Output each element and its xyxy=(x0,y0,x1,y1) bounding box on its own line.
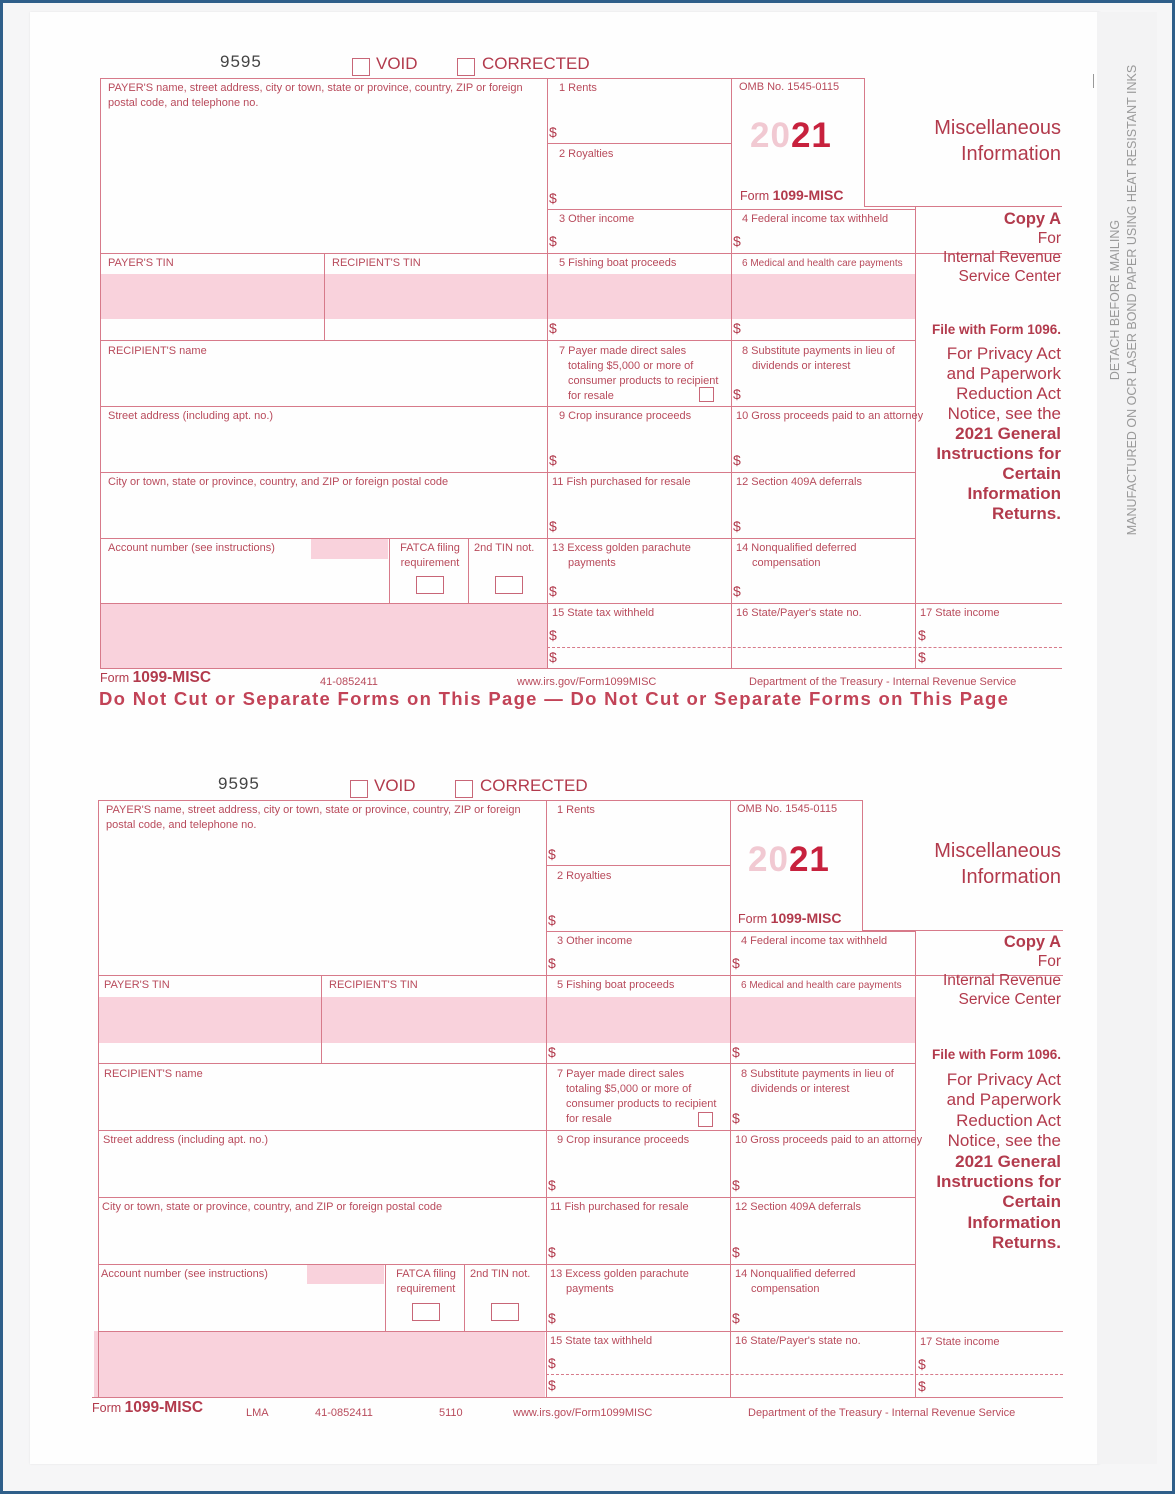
corrected-label: CORRECTED xyxy=(482,54,590,73)
form-rule xyxy=(862,930,1063,931)
box-2-label: 2 Royalties xyxy=(557,870,612,882)
copy-a-label: Copy A xyxy=(1003,210,1061,228)
form-rule xyxy=(100,406,915,407)
void-checkbox[interactable] xyxy=(352,58,370,76)
box-8-dollar: $ xyxy=(733,386,741,402)
title-line-2: Information xyxy=(960,866,1061,888)
state-shading xyxy=(94,1331,545,1397)
box-6-dollar: $ xyxy=(733,320,741,336)
box-2-label: 2 Royalties xyxy=(559,148,614,160)
corrected-checkbox[interactable] xyxy=(455,780,473,798)
box-15-label: 15 State tax withheld xyxy=(552,607,655,619)
fatca-checkbox[interactable] xyxy=(412,1303,440,1321)
footer-form-name: 1099-MISC xyxy=(132,669,212,686)
box-1-label: 1 Rents xyxy=(557,804,595,816)
void-label: VOID xyxy=(374,776,416,795)
box-4-label: 4 Federal income tax withheld xyxy=(741,935,888,947)
box-7-label: 7 Payer made direct sales totaling $5,000 or more of consumer products to recipient for resale xyxy=(559,345,719,402)
second-tin-label: 2nd TIN not. xyxy=(474,542,535,554)
form-rule xyxy=(468,538,469,603)
corrected-checkbox[interactable] xyxy=(457,58,475,76)
footer-url: www.irs.gov/Form1099MISC xyxy=(513,1407,653,1419)
copy-a-block xyxy=(900,933,1061,1009)
side-vertical-text xyxy=(1107,65,1141,535)
box-8-label: 8 Substitute payments in lieu of dividends or interest xyxy=(741,1068,894,1095)
footer-code: 5110 xyxy=(439,1407,463,1419)
instructions-line-5: Returns. xyxy=(992,504,1061,523)
form-prefix: Form xyxy=(738,912,768,926)
irs-line-1: Internal Revenue xyxy=(942,972,1061,989)
box-8-dollar: $ xyxy=(732,1110,740,1126)
privacy-line-2: and Paperwork xyxy=(946,364,1061,383)
footer-form-prefix: Form xyxy=(92,1401,122,1415)
form-rule xyxy=(98,1063,915,1064)
box-17-dollar-1: $ xyxy=(918,1356,926,1372)
box-15-dollar-2: $ xyxy=(548,1377,556,1393)
void-checkbox[interactable] xyxy=(350,780,368,798)
footer-dept: Department of the Treasury - Internal Revenue Service xyxy=(748,1407,1016,1419)
box-14-label: 14 Nonqualified deferred compensation xyxy=(735,1268,856,1295)
fatca-label: FATCA filing requirement xyxy=(400,542,460,569)
box-7-checkbox[interactable] xyxy=(699,387,714,402)
box-7-checkbox[interactable] xyxy=(698,1112,713,1127)
fatca-label: FATCA filing requirement xyxy=(396,1268,456,1295)
form-rule xyxy=(98,1130,915,1131)
tax-year xyxy=(750,116,832,156)
box-17-label: 17 State income xyxy=(920,607,1000,619)
form-rule xyxy=(389,538,390,603)
account-number-label: Account number (see instructions) xyxy=(108,542,275,554)
form-rule xyxy=(98,1331,1063,1332)
form-rule xyxy=(546,800,547,1397)
form-name: 1099-MISC xyxy=(772,187,844,203)
box-9-dollar: $ xyxy=(549,452,557,468)
box-1-dollar: $ xyxy=(548,846,556,862)
second-tin-checkbox[interactable] xyxy=(491,1303,519,1321)
box-11-label: 11 Fish purchased for resale xyxy=(550,1201,689,1213)
box-6-label: 6 Medical and health care payments xyxy=(741,980,902,991)
box-10-dollar: $ xyxy=(733,452,741,468)
payer-tin-label: PAYER'S TIN xyxy=(108,257,174,269)
box-12-dollar: $ xyxy=(733,518,741,534)
tin-shading xyxy=(101,274,915,319)
form-rule xyxy=(98,800,99,1397)
box-14-dollar: $ xyxy=(733,583,741,599)
box-12-label: 12 Section 409A deferrals xyxy=(736,476,862,488)
box-13-dollar: $ xyxy=(548,1310,556,1326)
copy-a-block xyxy=(900,210,1061,286)
tin-shading xyxy=(99,997,915,1043)
box-7-label: 7 Payer made direct sales totaling $5,000 or more of consumer products to recipient for resale xyxy=(557,1068,717,1125)
form-rule xyxy=(730,800,731,1397)
second-tin-label: 2nd TIN not. xyxy=(470,1268,531,1280)
state-shading xyxy=(101,604,547,668)
box-5-label: 5 Fishing boat proceeds xyxy=(559,257,677,269)
omb-number: OMB No. 1545-0115 xyxy=(737,803,838,815)
irs-line-2: Service Center xyxy=(958,991,1061,1008)
recipient-tin-label: RECIPIENT'S TIN xyxy=(329,979,418,991)
privacy-line-4: Notice, see the xyxy=(947,1131,1061,1151)
year-light: 20 xyxy=(748,840,789,879)
footer-form-id xyxy=(92,1400,203,1416)
box-11-dollar: $ xyxy=(548,1244,556,1260)
privacy-line-1: For Privacy Act xyxy=(946,344,1061,363)
instructions-line-2: Instructions for xyxy=(936,1172,1061,1192)
box-9-label: 9 Crop insurance proceeds xyxy=(557,1134,690,1146)
detach-text: DETACH BEFORE MAILING xyxy=(1108,219,1122,381)
box-13-dollar: $ xyxy=(549,583,557,599)
street-address-label: Street address (including apt. no.) xyxy=(103,1134,269,1146)
box-4-label: 4 Federal income tax withheld xyxy=(742,213,889,225)
footer-form-prefix: Form xyxy=(100,671,130,685)
city-label: City or town, state or province, country, and ZIP or foreign postal code xyxy=(102,1201,443,1213)
form-title xyxy=(880,115,1061,167)
do-not-cut-warning: Do Not Cut or Separate Forms on This Page — Do Not Cut or Separate Forms on This Page xyxy=(99,688,1010,709)
city-label: City or town, state or province, country, and ZIP or foreign postal code xyxy=(108,476,449,488)
box-15-dollar-1: $ xyxy=(548,1355,556,1371)
privacy-line-4: Notice, see the xyxy=(947,404,1061,423)
instructions-line-4: Information xyxy=(967,484,1061,503)
privacy-line-3: Reduction Act xyxy=(956,1110,1061,1130)
recipient-tin-label: RECIPIENT'S TIN xyxy=(332,257,421,269)
second-tin-checkbox[interactable] xyxy=(495,576,523,594)
form-rule xyxy=(100,78,101,668)
box-3-label: 3 Other income xyxy=(557,935,633,947)
form-rule xyxy=(547,143,731,144)
form-rule xyxy=(100,340,915,341)
box-16-label: 16 State/Payer's state no. xyxy=(735,1335,861,1347)
payer-name-label: PAYER'S name, street address, city or town, state or province, country, ZIP or foreign postal code, and telephone no. xyxy=(108,82,523,109)
box-16-label: 16 State/Payer's state no. xyxy=(736,607,862,619)
form-id-label xyxy=(740,188,843,204)
year-bold: 21 xyxy=(788,840,830,879)
instructions-line-2: Instructions for xyxy=(936,444,1061,463)
title-line-1: Miscellaneous xyxy=(934,117,1061,139)
form-rule xyxy=(731,78,732,668)
file-with-label: File with Form 1096. xyxy=(931,1047,1061,1062)
box-14-dollar: $ xyxy=(732,1310,740,1326)
box-2-dollar: $ xyxy=(549,190,557,206)
form-rule xyxy=(546,865,730,866)
instructions-line-1: 2021 General xyxy=(955,424,1061,443)
form-rule xyxy=(98,800,862,801)
form-rule xyxy=(321,975,322,1063)
year-bold: 21 xyxy=(790,116,832,155)
form-rule xyxy=(100,472,915,473)
footer-dept: Department of the Treasury - Internal Revenue Service xyxy=(749,676,1017,688)
box-13-label: 13 Excess golden parachute payments xyxy=(552,542,691,569)
footer-cat-no: 41-0852411 xyxy=(315,1407,373,1419)
box-3-dollar: $ xyxy=(548,955,556,971)
title-line-2: Information xyxy=(960,143,1061,165)
box-17-dollar-2: $ xyxy=(918,649,926,665)
instructions-line-3: Certain xyxy=(1002,464,1061,483)
box-1-dollar: $ xyxy=(549,124,557,140)
recipient-name-label: RECIPIENT'S name xyxy=(104,1068,203,1080)
instructions-line-4: Information xyxy=(967,1212,1061,1232)
irs-line-2: Service Center xyxy=(958,268,1061,285)
footer-lma: LMA xyxy=(246,1407,269,1419)
form-rule xyxy=(324,253,325,340)
payer-tin-label: PAYER'S TIN xyxy=(104,979,170,991)
box-3-label: 3 Other income xyxy=(559,213,635,225)
box-5-dollar: $ xyxy=(548,1044,556,1060)
form-id-label xyxy=(738,911,841,927)
form-rule xyxy=(100,668,1062,669)
form-rule xyxy=(862,800,863,930)
privacy-line-1: For Privacy Act xyxy=(946,1070,1061,1089)
account-shading xyxy=(311,539,388,559)
box-6-label: 6 Medical and health care payments xyxy=(742,258,903,269)
corrected-label: CORRECTED xyxy=(480,776,588,795)
form-rule xyxy=(100,603,1062,604)
box-9-dollar: $ xyxy=(548,1177,556,1193)
privacy-line-2: and Paperwork xyxy=(946,1090,1061,1110)
omb-number: OMB No. 1545-0115 xyxy=(739,81,840,93)
notice-block xyxy=(890,344,1061,524)
form-rule xyxy=(100,538,915,539)
copy-a-label: Copy A xyxy=(1003,933,1061,951)
form-copy-top xyxy=(100,54,1100,754)
title-line-1: Miscellaneous xyxy=(934,840,1061,862)
form-rule xyxy=(385,1264,386,1331)
box-2-dollar: $ xyxy=(548,912,556,928)
box-17-dollar-2: $ xyxy=(918,1378,926,1394)
footer-form-name: 1099-MISC xyxy=(124,1399,204,1416)
box-1-label: 1 Rents xyxy=(559,82,597,94)
box-15-label: 15 State tax withheld xyxy=(550,1335,653,1347)
box-15-dollar-2: $ xyxy=(549,649,557,665)
box-12-label: 12 Section 409A deferrals xyxy=(735,1201,861,1213)
form-rule xyxy=(864,78,865,206)
form-title xyxy=(880,838,1061,890)
form-rule xyxy=(546,1374,1063,1375)
recipient-name-label: RECIPIENT'S name xyxy=(108,345,207,357)
privacy-line-3: Reduction Act xyxy=(956,384,1061,403)
box-14-label: 14 Nonqualified deferred compensation xyxy=(736,542,857,569)
box-12-dollar: $ xyxy=(732,1244,740,1260)
footer-form-id xyxy=(100,670,211,686)
box-10-label: 10 Gross proceeds paid to an attorney xyxy=(735,1134,923,1146)
for-label: For xyxy=(1037,230,1061,247)
street-address-label: Street address (including apt. no.) xyxy=(108,410,274,422)
notice-block xyxy=(890,1070,1061,1254)
account-shading xyxy=(307,1264,384,1284)
form-rule xyxy=(464,1264,465,1331)
form-number: 9595 xyxy=(218,774,260,793)
box-4-dollar: $ xyxy=(733,233,741,249)
box-10-dollar: $ xyxy=(732,1177,740,1193)
box-9-label: 9 Crop insurance proceeds xyxy=(559,410,692,422)
file-with-label: File with Form 1096. xyxy=(931,322,1061,337)
form-name: 1099-MISC xyxy=(770,910,842,926)
footer-cat-no: 41-0852411 xyxy=(320,676,378,688)
form-rule xyxy=(864,206,1062,207)
payer-name-label: PAYER'S name, street address, city or town, state or province, country, ZIP or foreign postal code, and telephone no. xyxy=(106,804,521,831)
box-11-label: 11 Fish purchased for resale xyxy=(552,476,691,488)
manufactured-text: MANUFACTURED ON OCR LASER BOND PAPER USING HEAT RESISTANT INKS xyxy=(1125,64,1139,536)
account-number-label: Account number (see instructions) xyxy=(101,1268,268,1280)
box-3-dollar: $ xyxy=(549,233,557,249)
box-17-label: 17 State income xyxy=(920,1336,1000,1348)
footer-url: www.irs.gov/Form1099MISC xyxy=(517,676,657,688)
box-11-dollar: $ xyxy=(549,518,557,534)
year-light: 20 xyxy=(750,116,791,155)
form-rule xyxy=(98,1197,915,1198)
form-prefix: Form xyxy=(740,189,770,203)
irs-line-1: Internal Revenue xyxy=(942,249,1061,266)
form-number: 9595 xyxy=(220,52,262,71)
for-label: For xyxy=(1037,953,1061,970)
fatca-checkbox[interactable] xyxy=(416,576,444,594)
instructions-line-1: 2021 General xyxy=(955,1151,1061,1171)
form-rule xyxy=(100,78,864,79)
instructions-line-3: Certain xyxy=(1002,1192,1061,1212)
void-label: VOID xyxy=(376,54,418,73)
box-5-label: 5 Fishing boat proceeds xyxy=(557,979,675,991)
tax-year xyxy=(748,840,830,880)
box-10-label: 10 Gross proceeds paid to an attorney xyxy=(736,410,924,422)
box-8-label: 8 Substitute payments in lieu of dividends or interest xyxy=(742,345,895,372)
form-rule xyxy=(547,647,1062,648)
form-rule xyxy=(98,1264,915,1265)
form-rule xyxy=(547,78,548,668)
instructions-line-5: Returns. xyxy=(992,1233,1061,1253)
form-rule xyxy=(92,1397,1063,1398)
box-6-dollar: $ xyxy=(732,1044,740,1060)
box-4-dollar: $ xyxy=(732,955,740,971)
box-17-dollar-1: $ xyxy=(918,627,926,643)
form-copy-bottom xyxy=(92,774,1098,1476)
box-15-dollar-1: $ xyxy=(549,627,557,643)
box-13-label: 13 Excess golden parachute payments xyxy=(550,1268,689,1295)
box-5-dollar: $ xyxy=(549,320,557,336)
